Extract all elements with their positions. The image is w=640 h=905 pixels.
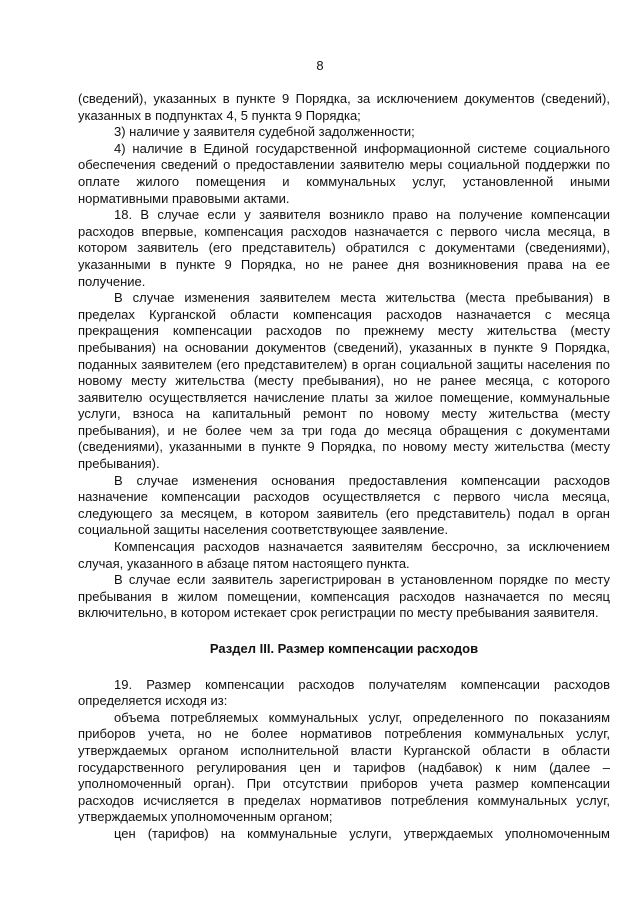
paragraph-indefinite: Компенсация расходов назначается заявителям бессрочно, за исключением случая, указанного в абзаце пятом настоящего пункта.: [78, 539, 610, 571]
paragraph-basis-change: В случае изменения основания предоставления компенсации расходов назначение компенсации расходов осуществляется с первого числа месяца, следующего за месяцем, в котором заявитель (его представитель) подал в орган социальной защиты населения соответствующее заявление.: [78, 472, 610, 538]
section-heading: Раздел III. Размер компенсации расходов: [209, 641, 479, 656]
paragraph-continuation: (сведений), указанных в пункте 9 Порядка, за исключением документов (сведений), указанных в подпунктах 4, 5 пункта 9 Порядка;: [78, 91, 610, 123]
paragraph-consumption-volume: объема потребляемых коммунальных услуг, определенного по показаниям приборов учета, но не более нормативов потребления коммунальных услуг, утверждаемых органом исполнительной власти Курганской области в области государственного регулирования цен и тарифов (надбавок) к ним (далее – уполномоченный орган). При отсутствии приборов учета размер компенсации расходов исчисляется в пределах нормативов потребления коммунальных услуг, утверждаемых уполномоченным органом;: [78, 709, 610, 825]
paragraph-item-3: 3) наличие у заявителя судебной задолженности;: [114, 124, 415, 140]
document-body: [78, 91, 610, 843]
paragraph-residence-change: В случае изменения заявителем места жительства (места пребывания) в пределах Курганской области компенсация расходов назначается с месяца прекращения компенсации расходов по прежнему месту жительства (месту пребывания) на основании документов (сведений), указанных в пункте 9 Порядка, поданных заявителем (его представителем) в орган социальной защиты населения по новому месту жительства (месту пребывания), но не ранее месяца, с которого заявителю осуществляется начисление платы за жилое помещение, коммунальные услуги, взноса на капитальный ремонт по новому месту жительства (месту пребывания), и не более чем за три года до месяца обращения с документами (сведениями), указанными в пункте 9 Порядка, по новому месту жительства (месту пребывания).: [78, 290, 610, 472]
paragraph-item-4: 4) наличие в Единой государственной информационной системе социального обеспечения сведений о предоставлении заявителю меры социальной поддержки по оплате жилого помещения и коммунальных услуг, установленной иными нормативными правовыми актами.: [78, 140, 610, 206]
paragraph-temporary-registration: В случае если заявитель зарегистрирован в установленном порядке по месту пребывания в жилом помещении, компенсация расходов назначается по месяц включительно, в котором истекает срок регистрации по месту пребывания заявителя.: [78, 572, 610, 621]
paragraph-tariffs: цен (тарифов) на коммунальные услуги, утверждаемых уполномоченным: [114, 825, 610, 841]
paragraph-point-19: 19. Размер компенсации расходов получателям компенсации расходов определяется исходя из:: [78, 676, 610, 709]
page-number: 8: [316, 58, 324, 73]
paragraph-point-18: 18. В случае если у заявителя возникло право на получение компенсации расходов впервые, компенсация расходов назначается с первого числа месяца, в котором заявитель (его представитель) обратился с документами (сведениями), указанными в пункте 9 Порядка, но не ранее дня возникновения права на ее получение.: [78, 207, 610, 289]
